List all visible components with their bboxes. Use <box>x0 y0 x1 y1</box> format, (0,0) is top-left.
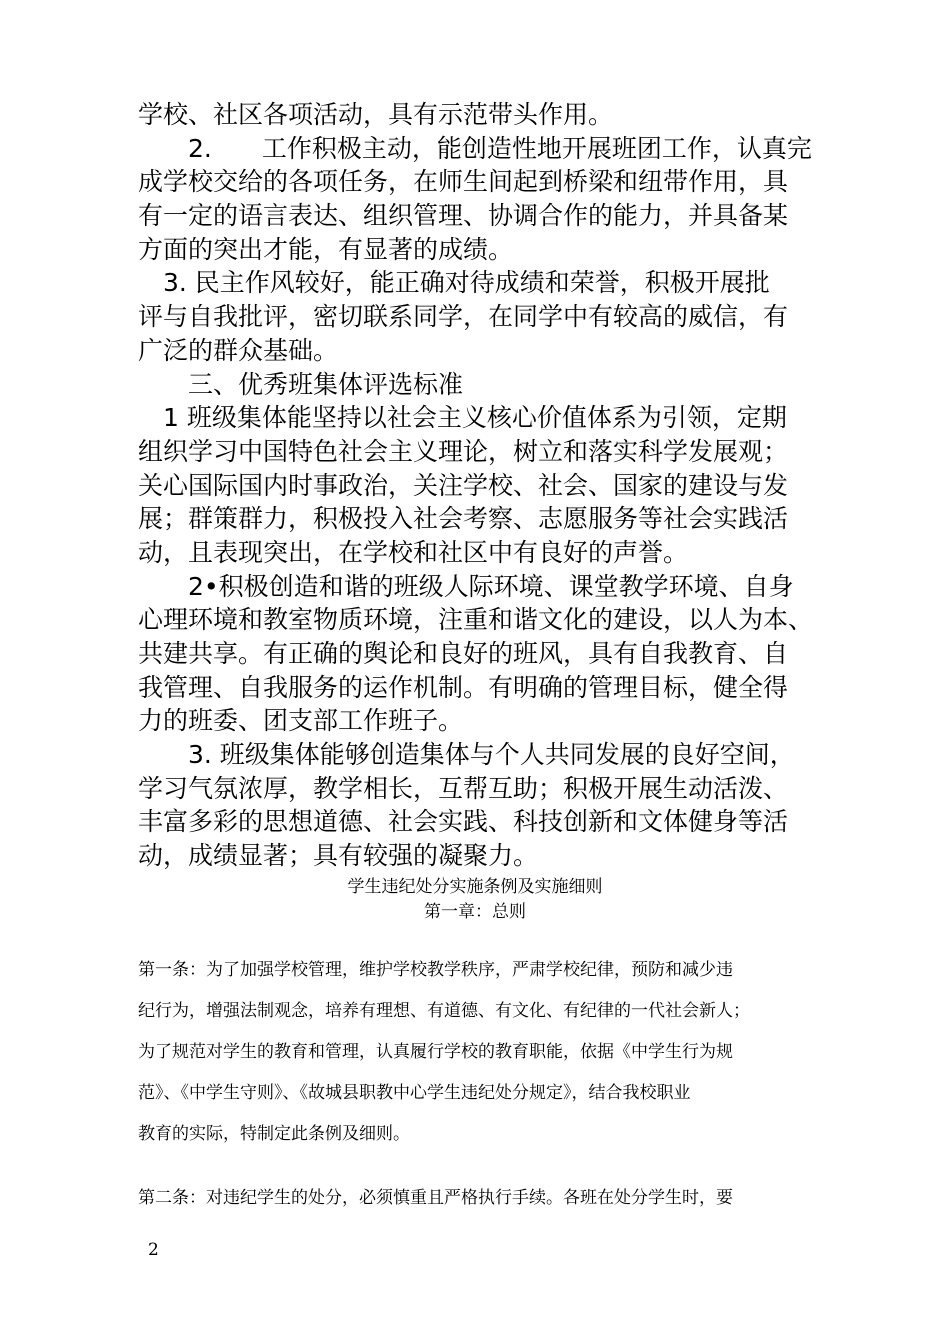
text-line: 动，成绩显著；具有较强的凝聚力。 <box>138 841 539 871</box>
text-line: 1 班级集体能坚持以社会主义核心价值体系为引领，定期 <box>138 403 787 433</box>
text-line: 力的班委、团支部工作班子。 <box>138 706 464 736</box>
text-line: 丰富多彩的思想道德、社会实践、科技创新和文体健身等活 <box>138 807 789 837</box>
document-title: 学生违纪处分实施条例及实施细则 <box>347 877 603 897</box>
text-line: 有一定的语言表达、组织管理、协调合作的能力，并具备某 <box>138 201 789 231</box>
text-line: 关心国际国内时事政治，关注学校、社会、国家的建设与发 <box>138 470 789 500</box>
text-line: 心理环境和教室物质环境，注重和谐文化的建设，以人为本、 <box>138 605 814 635</box>
article-1 <box>138 950 838 1155</box>
page-number: 2 <box>148 1240 159 1260</box>
text-line: 组织学习中国特色社会主义理论，树立和落实科学发展观； <box>138 436 789 466</box>
text-line: 2. 工作积极主动，能创造性地开展班团工作，认真完 <box>138 133 812 163</box>
text-line: 教育的实际，特制定此条例及细则。 <box>138 1124 410 1144</box>
text-line: 学习气氛浓厚，教学相长，互帮互助；积极开展生动活泼、 <box>138 773 789 803</box>
text-line: 2•积极创造和谐的班级人际环境、课堂教学环境、自身 <box>138 571 794 601</box>
upper-section <box>138 98 838 873</box>
text-line: 范》、《中学生守则》、《故城县职教中心学生违纪处分规定》，结合我校职业 <box>138 1083 691 1103</box>
text-line: 为了规范对学生的教育和管理，认真履行学校的教育职能，依据《中学生行为规 <box>138 1042 733 1062</box>
text-line: 纪行为，增强法制观念，培养有理想、有道德、有文化、有纪律的一代社会新人； <box>138 1001 750 1021</box>
text-line: 学校、社区各项活动，具有示范带头作用。 <box>138 100 614 129</box>
text-line: 动，且表现突出，在学校和社区中有良好的声誉。 <box>138 537 689 567</box>
chapter-title: 第一章：总则 <box>424 902 526 922</box>
text-line: 展；群策群力，积极投入社会考察、志愿服务等社会实践活 <box>138 504 789 534</box>
text-line: 我管理、自我服务的运作机制。有明确的管理目标，健全得 <box>138 672 789 702</box>
article-2 <box>138 1178 838 1219</box>
text-line: 方面的突出才能，有显著的成绩。 <box>138 234 514 264</box>
text-line: 第一条：为了加强学校管理，维护学校教学秩序，严肃学校纪律，预防和减少违 <box>138 960 733 980</box>
text-line: 广泛的群众基础。 <box>138 335 339 365</box>
text-line: 评与自我批评，密切联系同学，在同学中有较高的威信，有 <box>138 302 789 332</box>
text-line: 共建共享。有正确的舆论和良好的班风，具有自我教育、自 <box>138 639 789 668</box>
section-heading: 三、优秀班集体评选标准 <box>138 369 464 399</box>
text-line: 成学校交给的各项任务，在师生间起到桥梁和纽带作用，具 <box>138 167 789 197</box>
text-line: 3. 民主作风较好，能正确对待成绩和荣誉，积极开展批 <box>138 268 770 298</box>
text-line: 第二条：对违纪学生的处分，必须慎重且严格执行手续。各班在处分学生时，要 <box>138 1188 733 1208</box>
text-line: 3. 班级集体能够创造集体与个人共同发展的良好空间， <box>138 740 795 770</box>
